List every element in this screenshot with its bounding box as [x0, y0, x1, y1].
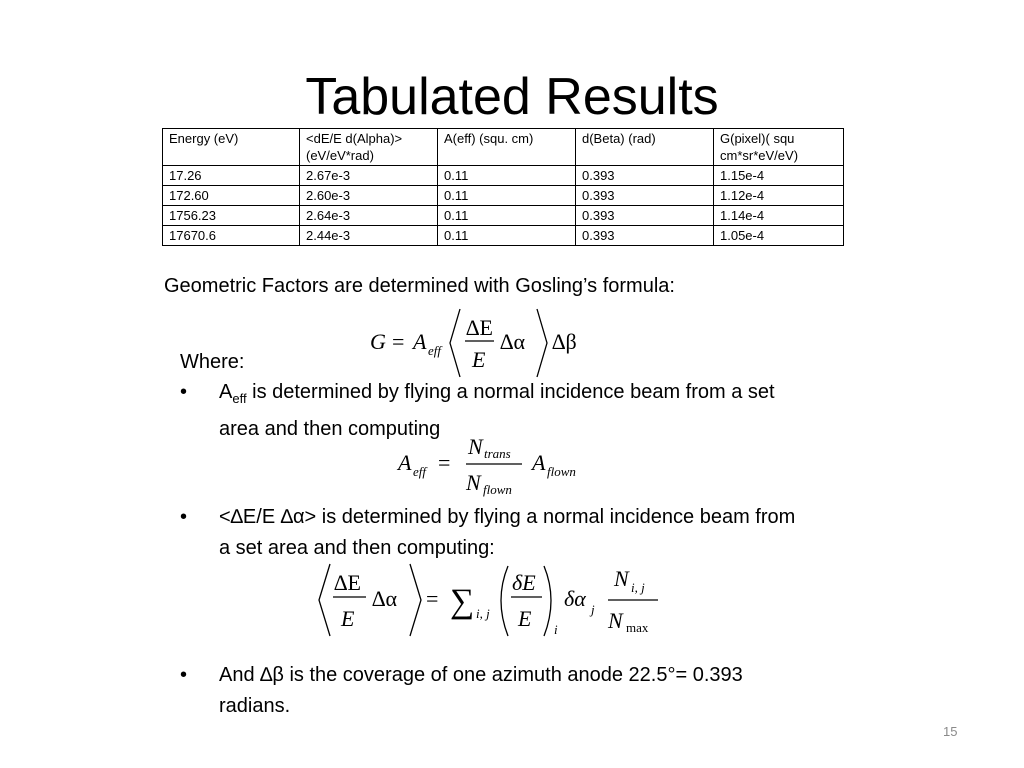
frac-denominator: E — [341, 606, 355, 631]
frac-denominator: E — [472, 347, 486, 372]
frac-numerator: ∆E — [334, 570, 361, 595]
delta-alpha: ∆α — [500, 329, 525, 354]
header-line: (eV/eV*rad) — [306, 148, 374, 163]
table-row — [163, 226, 844, 246]
table-header-cell — [576, 129, 714, 166]
slide-title: Tabulated Results — [305, 68, 719, 126]
table-cell: 1.14e-4 — [714, 206, 844, 226]
frac-num-sub: trans — [484, 446, 511, 461]
delta-beta: ∆β — [552, 329, 577, 354]
table-header-row — [163, 129, 844, 166]
left-angle-bracket — [319, 564, 330, 636]
frac-num-n: N — [468, 434, 483, 459]
table-cell: 0.11 — [438, 166, 576, 186]
table-cell: 2.44e-3 — [300, 226, 438, 246]
paren-subscript: i — [554, 622, 558, 637]
table-cell: 172.60 — [163, 186, 300, 206]
formula-eq: = — [438, 450, 451, 475]
delta-alpha-j-sub: j — [591, 602, 595, 617]
frac-den-sub: flown — [483, 482, 512, 497]
left-angle-bracket — [450, 309, 460, 377]
frac2-denominator: E — [518, 606, 532, 631]
dealpha-formula — [312, 560, 664, 642]
formula-eq: = — [392, 329, 405, 354]
frac3-num-n: N — [614, 566, 629, 591]
aeff-formula — [394, 430, 594, 502]
formula-a-sub: eff — [428, 343, 441, 358]
table-cell: 1756.23 — [163, 206, 300, 226]
right-paren — [544, 566, 551, 636]
header-line: Energy (eV) — [169, 131, 239, 146]
table-cell: 17670.6 — [163, 226, 300, 246]
formula-a: A — [398, 450, 412, 475]
table-cell: 17.26 — [163, 166, 300, 186]
frac3-den-n: N — [608, 608, 623, 633]
frac-numerator: ∆E — [466, 315, 493, 340]
table-cell: 0.393 — [576, 166, 714, 186]
frac2-numerator: δE — [512, 570, 536, 595]
formula-g: G — [370, 329, 386, 354]
frac-den-n: N — [466, 470, 481, 495]
table-cell: 0.393 — [576, 226, 714, 246]
results-table — [162, 128, 844, 246]
sum-subscript: i, j — [476, 606, 490, 621]
bullet-glyph: • — [180, 506, 188, 528]
table-cell: 2.64e-3 — [300, 206, 438, 226]
table-cell: 0.393 — [576, 206, 714, 226]
table-cell: 2.60e-3 — [300, 186, 438, 206]
aeff-a: A — [219, 381, 233, 403]
right-angle-bracket — [410, 564, 421, 636]
header-line: d(Beta) (rad) — [582, 131, 656, 146]
header-line: cm*sr*eV/eV) — [720, 148, 799, 163]
aeff-sub: eff — [232, 391, 247, 406]
frac3-num-sub: i, j — [631, 580, 645, 595]
table-cell: 0.11 — [438, 206, 576, 226]
header-line: <dE/E d(Alpha)> — [306, 131, 403, 146]
header-line: G(pixel)( squ — [720, 131, 795, 146]
table-cell: 1.12e-4 — [714, 186, 844, 206]
right-angle-bracket — [537, 309, 547, 377]
left-paren — [501, 566, 508, 636]
header-line: A(eff) (squ. cm) — [444, 131, 534, 146]
table-cell: 1.15e-4 — [714, 166, 844, 186]
formula-a2: A — [532, 450, 546, 475]
formula-eq: = — [426, 586, 439, 611]
sum-sign: ∑ — [450, 583, 475, 620]
formula-a2-sub: flown — [547, 464, 576, 479]
bullet-glyph: • — [180, 381, 188, 403]
frac3-den-sub: max — [626, 620, 649, 635]
table-row — [163, 166, 844, 186]
table-row — [163, 206, 844, 226]
table-cell: 2.67e-3 — [300, 166, 438, 186]
table-header-cell — [300, 129, 438, 166]
table-cell: 1.05e-4 — [714, 226, 844, 246]
aeff-rest: is determined by flying a normal incidence beam from a set area and then computing — [219, 381, 775, 440]
table-header-cell — [438, 129, 576, 166]
formula-a: A — [413, 329, 427, 354]
table-cell: 0.11 — [438, 186, 576, 206]
formula-a-sub: eff — [413, 464, 426, 479]
table-row — [163, 186, 844, 206]
table-cell: 0.393 — [576, 186, 714, 206]
bullet-text: <∆E/E ∆α> is determined by flying a normal incidence beam from a set area and then computing: — [219, 506, 796, 559]
table-header-cell — [163, 129, 300, 166]
page-number: 15 — [943, 724, 958, 739]
intro-text: Geometric Factors are determined with Gosling’s formula: — [164, 275, 675, 297]
delta-alpha: ∆α — [372, 586, 397, 611]
table-cell: 0.11 — [438, 226, 576, 246]
delta-alpha-j: δα — [564, 586, 586, 611]
where-label: Where: — [180, 351, 245, 373]
bullet-glyph: • — [180, 664, 188, 686]
gosling-formula — [368, 307, 588, 379]
table-header-cell — [714, 129, 844, 166]
bullet-text: And ∆β is the coverage of one azimuth anode 22.5°= 0.393 radians. — [219, 664, 743, 717]
